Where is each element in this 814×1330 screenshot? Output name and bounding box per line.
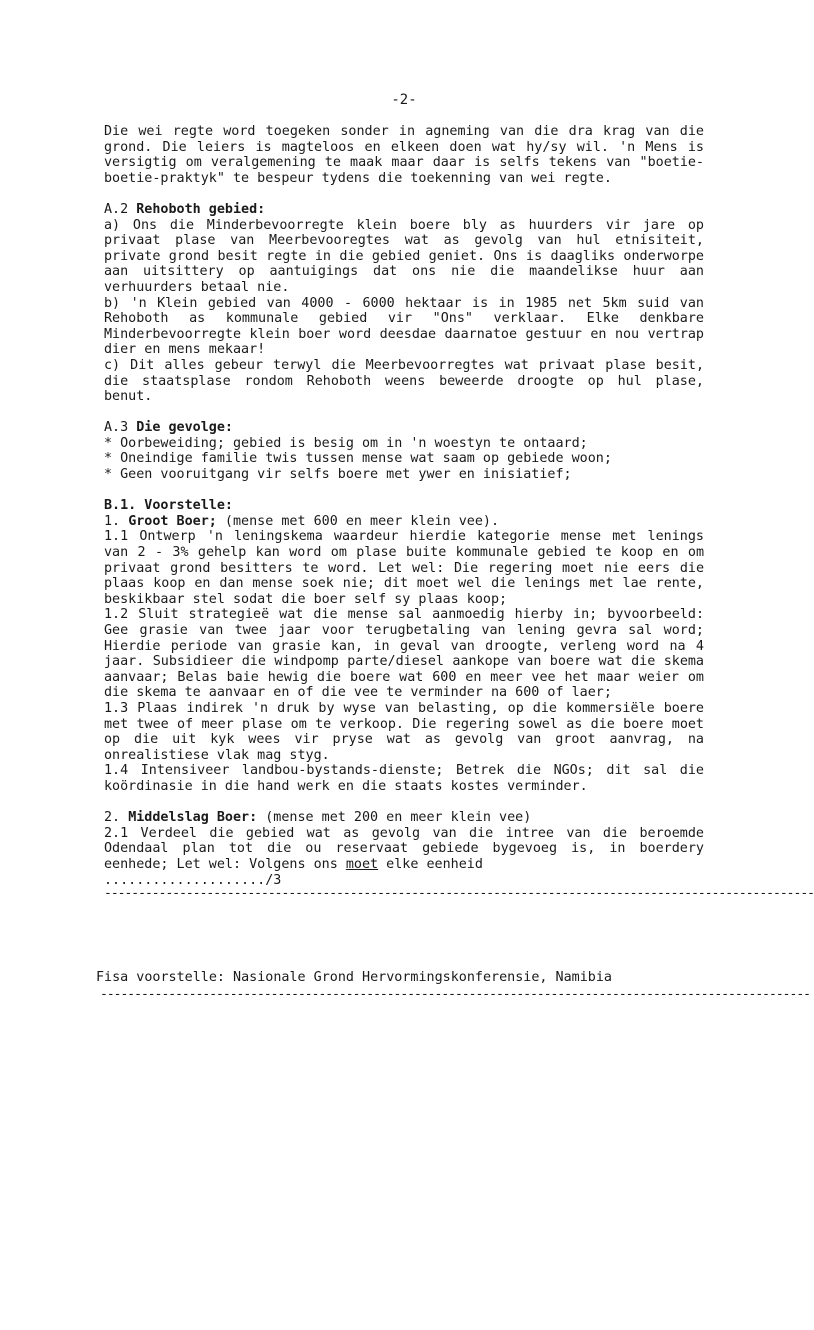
continued-marker: ..................../3 bbox=[104, 872, 282, 888]
section-a3-heading: A.3 Die gevolge: bbox=[104, 420, 233, 436]
section-a3-title: Die gevolge: bbox=[136, 420, 233, 436]
groot-boer-heading: 1. Groot Boer; (mense met 600 en meer klein vee). bbox=[104, 513, 500, 529]
intro-paragraph: Die wei regte word toegeken sonder in agneming van die dra krag van die grond. Die leiers is magteloos en elkeen doen wat hy/sy wil. 'n Mens is versigtig om veralgemening te maak maar daar is selfs tekens van "boetie-boetie-praktyk" te bespeur tydens die toekenning van wei regte. bbox=[104, 124, 704, 186]
a3-bullet: * Oorbeweiding; gebied is besig om in 'n woestyn te ontaard; bbox=[104, 435, 588, 451]
page-number: -2- bbox=[391, 92, 417, 108]
paragraph-1-3: 1.3 Plaas indirek 'n druk by wyse van belasting, op die kommersiële boere met twee of meer plase om te verkoop. Die regering sowel as die boere moet op die uit kyk wees vir pryse wat as gevolg van groot aanvrag, na onrealistiese vlak mag styg. bbox=[104, 700, 704, 763]
middelslag-label: Middelslag Boer: bbox=[128, 810, 258, 826]
section-b1-heading: B.1. Voorstelle: bbox=[104, 498, 233, 514]
a2-item-a: a) Ons die Minderbevoorregte klein boere bly as huurders vir jare op privaat plase van Meerbevooregtes wat as gevolg van hul etnisiteit, private grond besit regte in die gebied geniet. Ons is daagliks onderworpe aan uitsittery op aantuigings dat ons nie die maandelikse huur aan verhuurders betaal nie. bbox=[104, 217, 704, 295]
groot-boer-label: Groot Boer; bbox=[128, 513, 217, 529]
paragraph-2-1: 2.1 Verdeel die gebied wat as gevolg van die intree van die beroemde Odendaal plan tot die ou reservaat gebiede bygevoeg is, in boerdery eenhede; Let wel: Volgens ons moet elke eenheid bbox=[104, 825, 704, 872]
section-a2-title: Rehoboth gebied: bbox=[136, 201, 266, 217]
middelslag-heading: 2. Middelslag Boer: (mense met 200 en meer klein vee) bbox=[104, 810, 532, 826]
footer-rule-bottom: -------------------------------------------------------------------------------------------------------- bbox=[100, 987, 810, 1002]
a3-bullet: * Geen vooruitgang vir selfs boere met ywer en inisiatief; bbox=[104, 467, 572, 483]
underlined-word: moet bbox=[345, 856, 379, 872]
a2-item-c: c) Dit alles gebeur terwyl die Meerbevoorregtes wat privaat plase besit, die staatsplase rondom Rehoboth weens beweerde droogte op hul plase, benut. bbox=[104, 357, 704, 405]
paragraph-1-4: 1.4 Intensiveer landbou-bystands-dienste; Betrek die NGOs; dit sal die koördinasie in die hand werk en die staats kostes verminder. bbox=[104, 763, 704, 794]
paragraph-1-1: 1.1 Ontwerp 'n leningskema waardeur hierdie kategorie mense met lenings van 2 - 3% gehelp kan word om plase buite kommunale gebied te koop en om privaat grond besitters te word. Let wel: Die regering moet nie eers die plaas koop en dan mense soek nie; dit moet wel die lenings met lae rente, beskikbaar stel sodat die boer self sy plaas koop; bbox=[104, 529, 704, 607]
paragraph-1-2: 1.2 Sluit strategieë wat die mense sal aanmoedig hierby in; byvoorbeeld: Gee grasie van twee jaar voor terugbetaling van lening gevra sal word; Hierdie periode van grasie kan, in geval van droogte, verleng word na 4 jaar. Subsidieer die windpomp parte/diesel aankope van boere wat die skema aanvaar; Belas baie hewig die boere wat 600 en meer vee het maar weier om die skema te aanvaar en of die vee te verminder na 600 of laer; bbox=[104, 607, 704, 701]
footer-rule-top: -------------------------------------------------------------------------------------------------------- bbox=[104, 886, 814, 902]
document-body bbox=[104, 124, 814, 902]
section-a2-heading: A.2 Rehoboth gebied: bbox=[104, 201, 266, 217]
a2-item-b: b) 'n Klein gebied van 4000 - 6000 hektaar is in 1985 net 5km suid van Rehoboth as kommunale gebied vir "Ons" verklaar. Elke denkbare Minderbevoorregte klein boer word deesdae daarnatoe gestuur en nou vertrap dier en mens mekaar! bbox=[104, 295, 704, 358]
a3-bullet: * Oneindige familie twis tussen mense wat saam op gebiede woon; bbox=[104, 451, 612, 467]
footer-text: Fisa voorstelle: Nasionale Grond Hervormingskonferensie, Namibia bbox=[96, 970, 612, 985]
